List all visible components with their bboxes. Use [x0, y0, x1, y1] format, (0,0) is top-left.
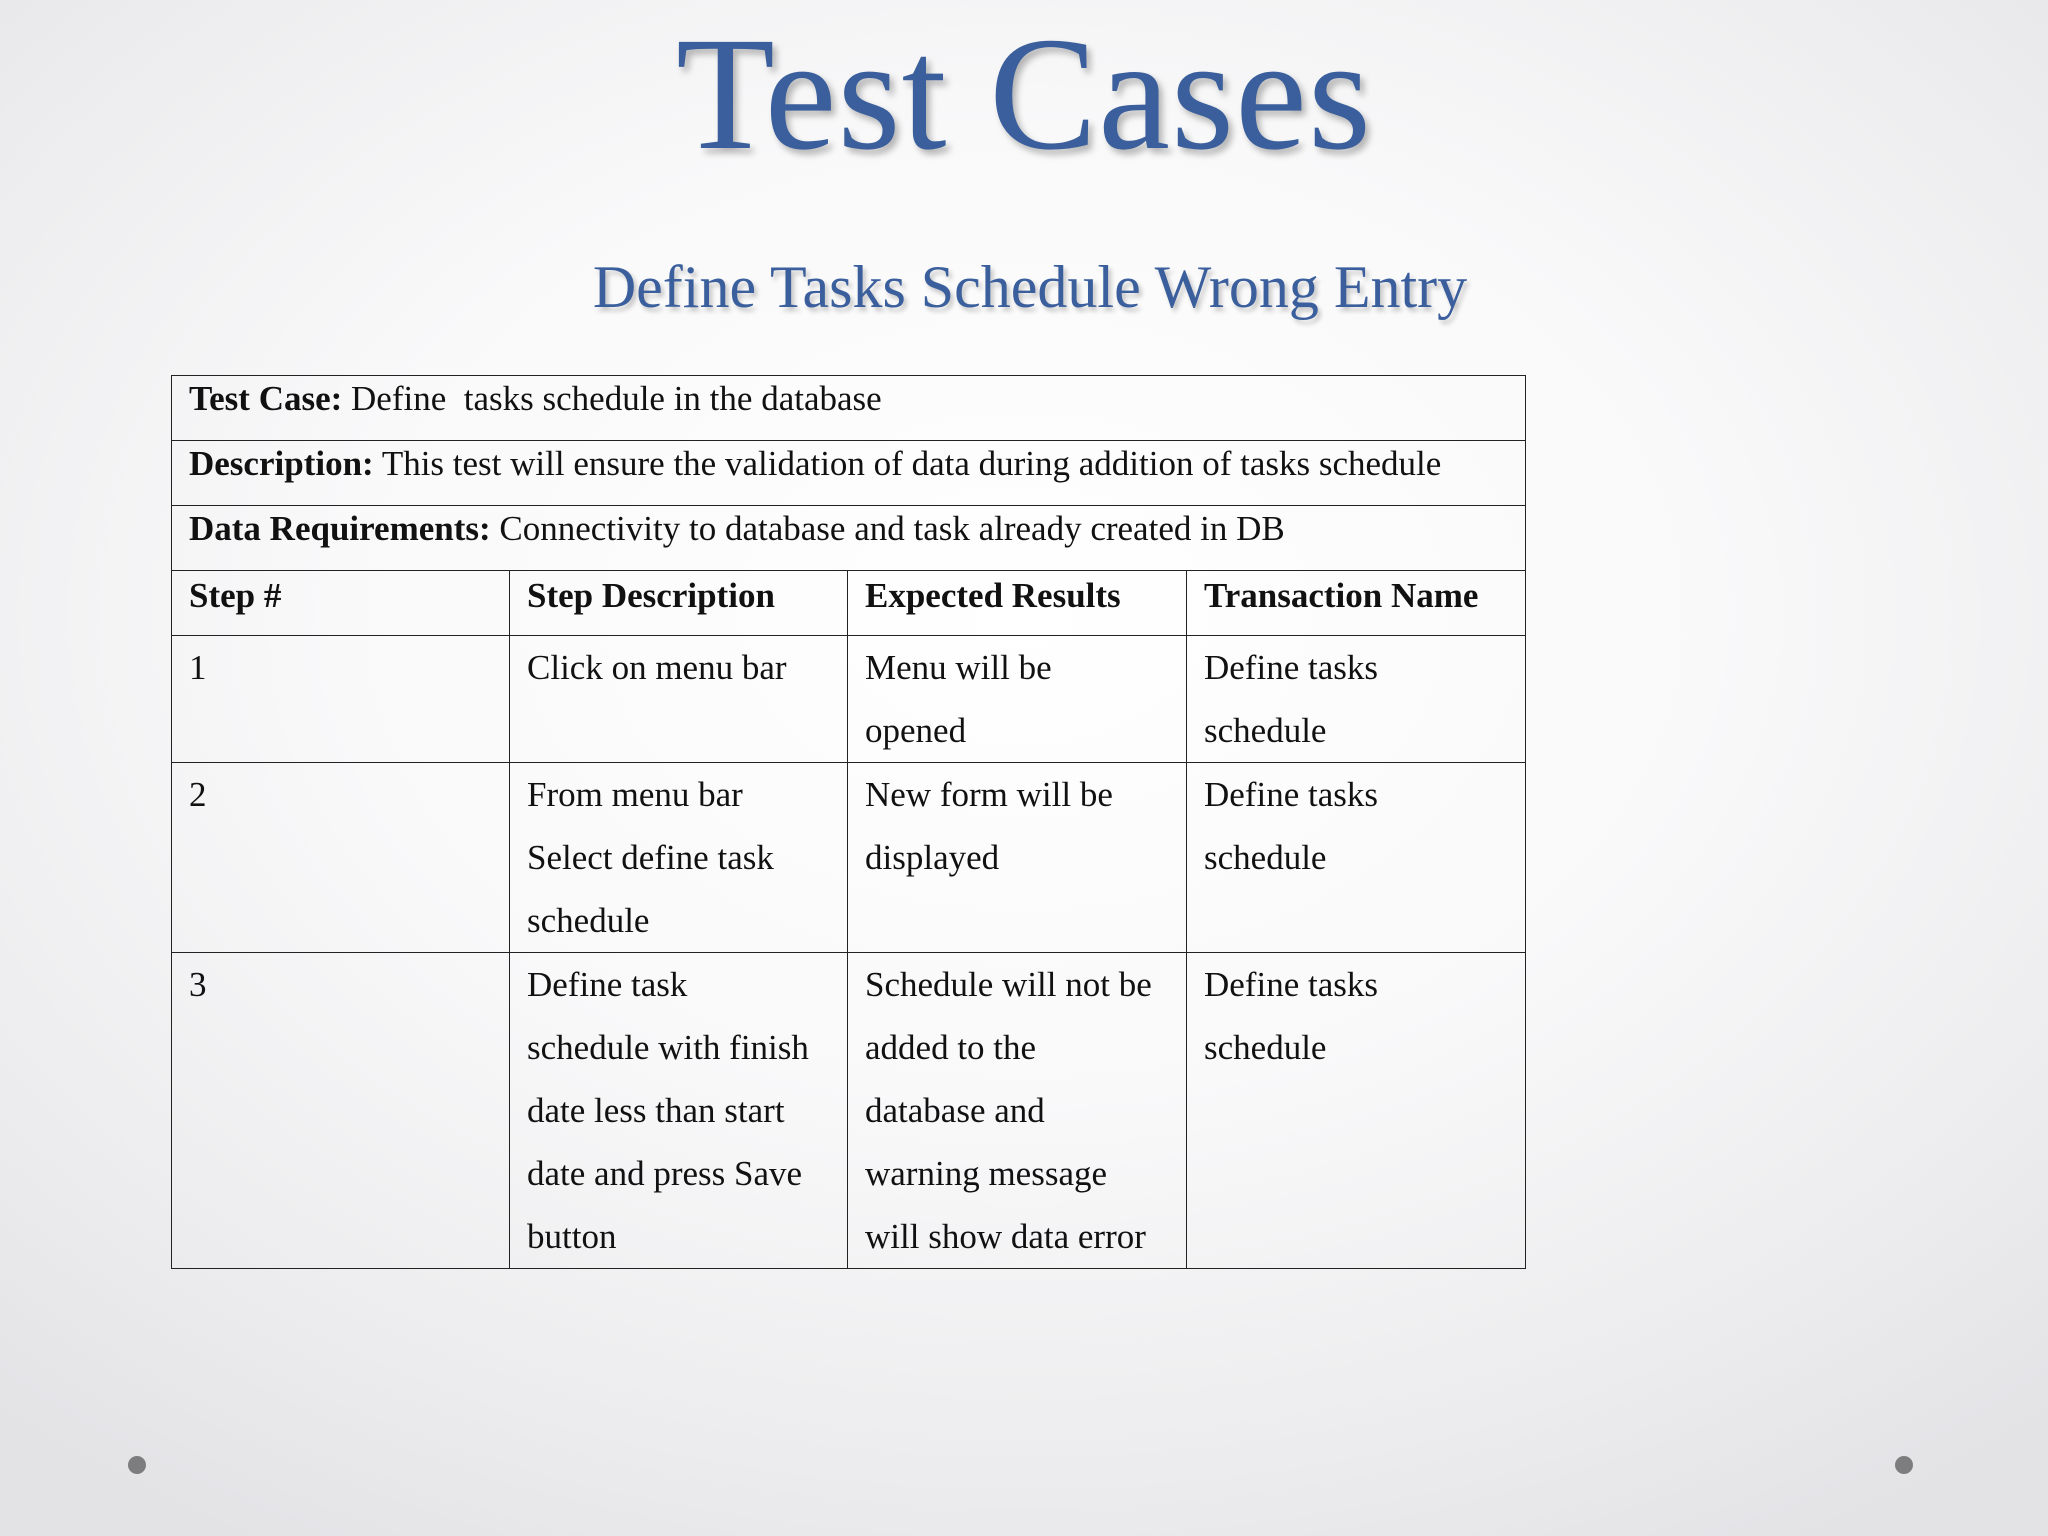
- description-label: Description:: [189, 444, 374, 483]
- test-case-table: [171, 375, 1526, 1269]
- test-case-cell: [172, 376, 1526, 441]
- expected-results-line: New form will be: [865, 775, 1113, 814]
- table-header-row: [172, 571, 1526, 636]
- description-cell: [172, 441, 1526, 506]
- header-expected-results: Expected Results: [848, 571, 1187, 636]
- step-description-line: button: [527, 1217, 617, 1256]
- step-description-cell: [510, 636, 848, 763]
- description-row: [172, 441, 1526, 506]
- header-step-description: Step Description: [510, 571, 848, 636]
- decorative-dot-left: [128, 1456, 146, 1474]
- header-step-number: Step #: [172, 571, 510, 636]
- expected-results-line: Schedule will not be: [865, 965, 1152, 1004]
- data-requirements-cell: [172, 506, 1526, 571]
- slide-title: Test Cases: [675, 5, 1373, 184]
- expected-results-line: database and: [865, 1091, 1045, 1130]
- expected-results-line: will show data error: [865, 1217, 1146, 1256]
- step-description-line: Select define task: [527, 838, 774, 877]
- table-row: [172, 763, 1526, 953]
- expected-results-cell: [848, 763, 1187, 953]
- transaction-name-line: Define tasks: [1204, 775, 1378, 814]
- transaction-name-line: schedule: [1204, 838, 1327, 877]
- transaction-name-cell: [1187, 763, 1526, 953]
- step-description-line: date less than start: [527, 1091, 785, 1130]
- transaction-name-line: schedule: [1204, 711, 1327, 750]
- transaction-name-line: Define tasks: [1204, 965, 1378, 1004]
- expected-results-line: opened: [865, 711, 967, 750]
- step-description-cell: [510, 763, 848, 953]
- slide-subtitle: Define Tasks Schedule Wrong Entry: [592, 254, 1468, 320]
- transaction-name-line: schedule: [1204, 1028, 1327, 1067]
- expected-results-line: displayed: [865, 838, 1000, 877]
- step-number-cell: 1: [172, 636, 510, 763]
- data-requirements-value: Connectivity to database and task already created in DB: [499, 509, 1285, 548]
- expected-results-line: Menu will be: [865, 648, 1052, 687]
- data-requirements-row: [172, 506, 1526, 571]
- step-description-line: From menu bar: [527, 775, 743, 814]
- description-value: This test will ensure the validation of data during addition of tasks schedule: [381, 444, 1442, 483]
- table-row: [172, 636, 1526, 763]
- step-number-cell: 2: [172, 763, 510, 953]
- header-transaction-name: Transaction Name: [1187, 571, 1526, 636]
- expected-results-line: warning message: [865, 1154, 1108, 1193]
- step-description-cell: [510, 953, 848, 1269]
- test-case-value: Define tasks schedule in the database: [351, 379, 882, 418]
- expected-results-cell: [848, 953, 1187, 1269]
- expected-results-cell: [848, 636, 1187, 763]
- test-case-label: Test Case:: [189, 379, 343, 418]
- test-case-row: [172, 376, 1526, 441]
- transaction-name-line: Define tasks: [1204, 648, 1378, 687]
- step-description-line: date and press Save: [527, 1154, 803, 1193]
- table-row: [172, 953, 1526, 1269]
- decorative-dot-right: [1895, 1456, 1913, 1474]
- transaction-name-cell: [1187, 636, 1526, 763]
- data-requirements-label: Data Requirements:: [189, 509, 491, 548]
- step-description-line: Define task: [527, 965, 688, 1004]
- step-description-line: schedule: [527, 901, 650, 940]
- expected-results-line: added to the: [865, 1028, 1037, 1067]
- step-description-line: schedule with finish: [527, 1028, 809, 1067]
- step-description-line: Click on menu bar: [527, 648, 787, 687]
- transaction-name-cell: [1187, 953, 1526, 1269]
- step-number-cell: 3: [172, 953, 510, 1269]
